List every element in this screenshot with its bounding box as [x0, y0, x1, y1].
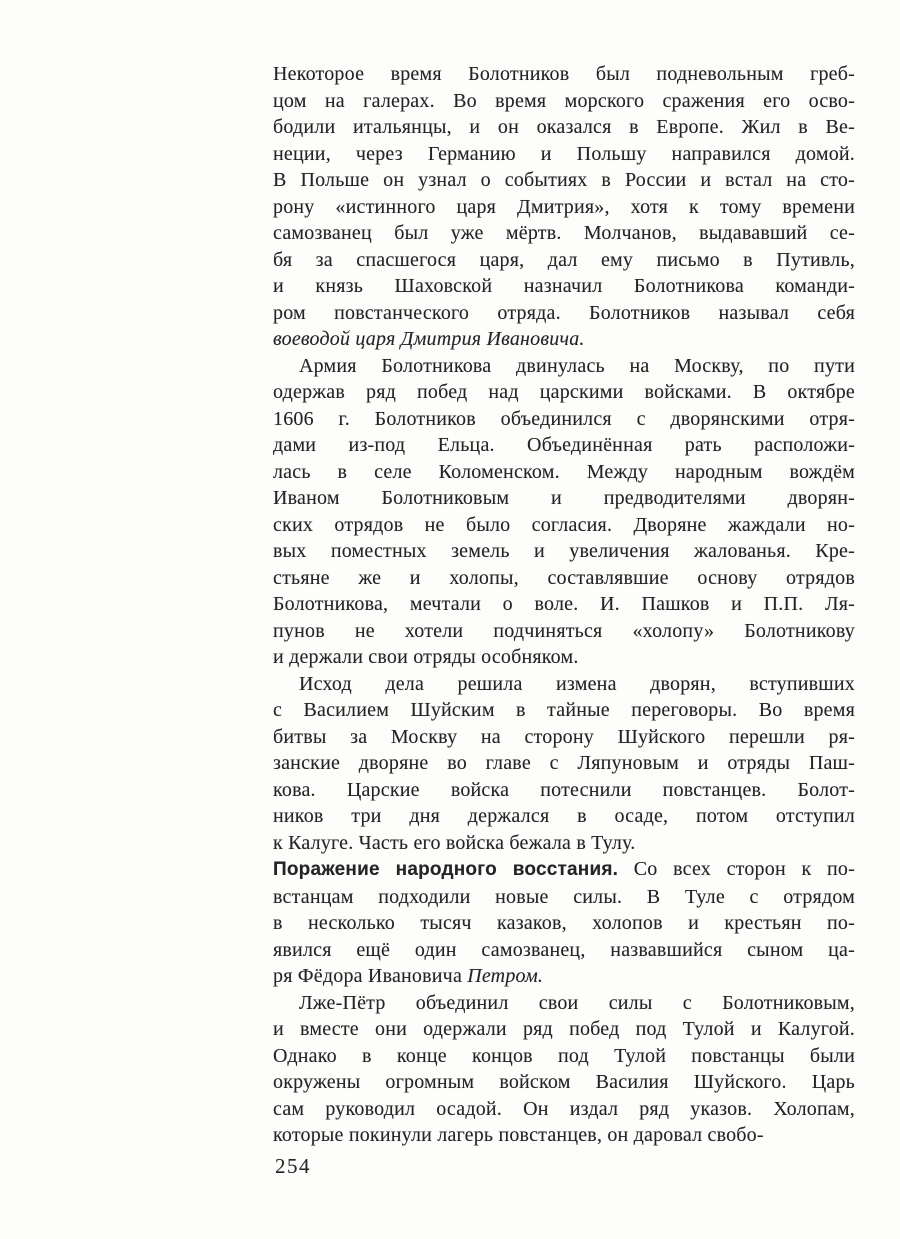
- text-segment: кова. Царские войска потеснили повстанцев. Болот-: [273, 778, 855, 801]
- text-line: [273, 671, 855, 698]
- text-line: [273, 194, 855, 221]
- text-segment: окружены огромным войском Василия Шуйского. Царь: [273, 1071, 855, 1093]
- text-line: [273, 141, 855, 168]
- text-segment: воеводой царя Дмитрия Ивановича.: [273, 328, 585, 350]
- text-segment: в несколько тысяч казаков, холопов и крестьян по-: [273, 912, 855, 934]
- text-segment: сам руководил осадой. Он издал ряд указов. Холопам,: [273, 1097, 855, 1120]
- text-line: [273, 485, 855, 512]
- text-segment: Некоторое время Болотников был подневольным греб-: [273, 63, 855, 85]
- text-segment: Однако в конце концов под Тулой повстанцы были: [273, 1044, 855, 1067]
- text-segment: к Калуге. Часть его войска бежала в Тулу.: [273, 831, 636, 854]
- text-line: [273, 856, 855, 884]
- text-line: [273, 990, 855, 1017]
- text-line: [273, 379, 855, 406]
- text-segment: самозванец был уже мёртв. Молчанов, выдававший се-: [273, 222, 855, 244]
- text-line: [273, 937, 855, 964]
- text-segment: ром повстанческого отряда. Болотников называл себя: [273, 301, 855, 324]
- text-line: [273, 353, 855, 380]
- text-segment: 1606 г. Болотников объединился с дворянскими отря-: [273, 407, 855, 430]
- text-line: [273, 1096, 855, 1123]
- text-line: [273, 167, 855, 194]
- text-segment: В Польше он узнал о событиях в России и встал на сто-: [273, 169, 855, 191]
- text-line: [273, 884, 855, 911]
- text-line: [273, 777, 855, 804]
- text-line: [273, 432, 855, 459]
- text-line: [273, 406, 855, 433]
- text-line: [273, 114, 855, 141]
- run-in-heading: Поражение народного восстания.: [273, 859, 619, 880]
- text-segment: Лже-Пётр объединил свои силы с Болотниковым,: [299, 991, 855, 1014]
- text-segment: дами из-под Ельца. Объединённая рать расположи-: [273, 434, 855, 456]
- text-segment: которые покинули лагерь повстанцев, он даровал свобо-: [273, 1124, 764, 1146]
- text-segment: занские дворяне во главе с Ляпуновым и отряды Паш-: [273, 752, 855, 774]
- text-line: [273, 618, 855, 645]
- text-column: [273, 61, 855, 1149]
- text-segment: бодили итальянцы, и он оказался в Европе. Жил в Ве-: [273, 116, 855, 138]
- text-line: [273, 750, 855, 777]
- text-line: [273, 247, 855, 274]
- text-segment: и князь Шаховской назначил Болотникова команди-: [273, 275, 855, 297]
- text-line: [273, 644, 855, 671]
- text-segment: ря Фёдора Ивановича: [273, 965, 468, 987]
- text-segment: пунов не хотели подчиняться «холопу» Болотникову: [273, 619, 855, 642]
- text-line: [273, 300, 855, 327]
- text-line: [273, 1043, 855, 1070]
- text-line: [273, 459, 855, 486]
- text-segment: Армия Болотникова двинулась на Москву, по пути: [299, 354, 855, 377]
- text-line: [273, 1122, 855, 1149]
- text-line: [273, 326, 855, 353]
- text-line: [273, 963, 855, 990]
- text-line: [273, 830, 855, 857]
- text-segment: одержав ряд побед над царскими войсками. В октябре: [273, 381, 855, 403]
- text-segment: Исход дела решила измена дворян, вступивших: [299, 672, 855, 695]
- text-line: [273, 88, 855, 115]
- text-segment: Болотникова, мечтали о воле. И. Пашков и П.П. Ля-: [273, 593, 855, 615]
- text-segment: бя за спасшегося царя, дал ему письмо в Путивль,: [273, 248, 855, 271]
- text-segment: явился ещё один самозванец, назвавшийся сыном ца-: [273, 938, 855, 961]
- text-segment: ников три дня держался в осаде, потом отступил: [273, 805, 855, 827]
- text-line: [273, 61, 855, 88]
- text-line: [273, 910, 855, 937]
- text-line: [273, 697, 855, 724]
- text-segment: вых поместных земель и увеличения жалованья. Кре-: [273, 540, 855, 562]
- text-segment: битвы за Москву на сторону Шуйского перешли ря-: [273, 725, 855, 748]
- text-segment: цом на галерах. Во время морского сражения его осво-: [273, 89, 855, 112]
- text-segment: ских отрядов не было согласия. Дворяне жаждали но-: [273, 513, 855, 536]
- text-segment: и держали свои отряды особняком.: [273, 646, 579, 668]
- text-line: [273, 1069, 855, 1096]
- text-segment: Иваном Болотниковым и предводителями дворян-: [273, 487, 855, 509]
- text-segment: стьяне же и холопы, составлявшие основу отрядов: [273, 566, 855, 589]
- text-line: [273, 565, 855, 592]
- text-line: [273, 724, 855, 751]
- text-segment: рону «истинного царя Дмитрия», хотя к тому времени: [273, 195, 855, 218]
- text-line: [273, 1016, 855, 1043]
- text-segment: лась в селе Коломенском. Между народным вождём: [273, 460, 855, 483]
- text-line: [273, 220, 855, 247]
- text-line: [273, 273, 855, 300]
- text-segment: Петром.: [467, 965, 544, 987]
- text-line: [273, 512, 855, 539]
- text-line: [273, 803, 855, 830]
- text-segment: с Василием Шуйским в тайные переговоры. Во время: [273, 699, 855, 721]
- text-segment: неции, через Германию и Польшу направился домой.: [273, 142, 855, 165]
- text-segment: и вместе они одержали ряд побед под Тулой и Калугой.: [273, 1018, 855, 1040]
- text-segment: Со всех сторон к по-: [618, 858, 855, 880]
- page-number: 254: [275, 1154, 311, 1178]
- text-segment: встанцам подходили новые силы. В Туле с отрядом: [273, 885, 855, 908]
- text-line: [273, 538, 855, 565]
- text-line: [273, 591, 855, 618]
